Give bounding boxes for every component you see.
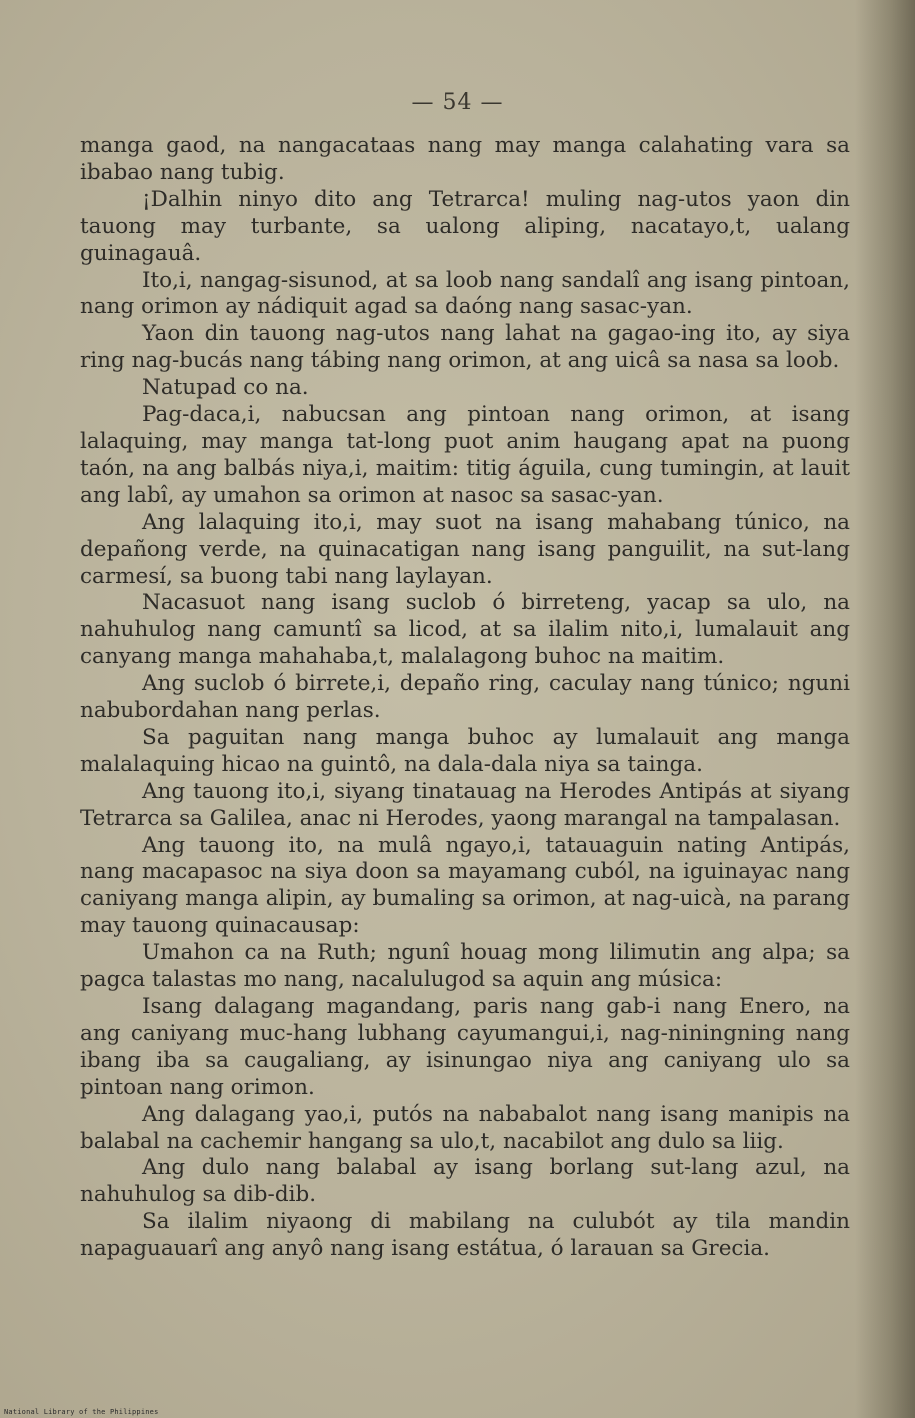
paragraph: Ang dulo nang balabal ay isang borlang sut-lang azul, na nahuhulog sa dib-dib. — [80, 1155, 850, 1208]
spine-shadow — [855, 0, 915, 1418]
paragraph: Ang tauong ito, na mulâ ngayo,i, tatauaguin nating Antipás, nang macapasoc na siya doon sa mayamang cuból, na iguinayac nang caniyang manga alipin, ay bumaling sa orimon, at nag-uicà, na parang may tauong quinacausap: — [80, 832, 850, 939]
paragraph: Ang suclob ó birrete,i, depaño ring, caculay nang túnico; nguni nabubordahan nang perlas. — [80, 671, 850, 724]
paragraph: ¡Dalhin ninyo dito ang Tetrarca! muling nag-utos yaon din tauong may turbante, sa ualong aliping, nacatayo,t, ualang guinagauâ. — [80, 186, 850, 266]
paragraph: Natupad co na. — [142, 375, 309, 401]
paragraph: Yaon din tauong nag-utos nang lahat na gagao-ing ito, ay siya ring nag-bucás nang tábing nang orimon, at ang uicâ sa nasa sa loob. — [80, 321, 850, 374]
paragraph: Isang dalagang magandang, paris nang gab-i nang Enero, na ang caniyang muc-hang lubhang cayumangui,i, nag-niningning nang ibang iba sa caugaliang, ay isinungao niya ang caniyang ulo sa pintoan nang orimon. — [80, 994, 850, 1100]
paragraph: Ang tauong ito,i, siyang tinatauag na Herodes Antipás at siyang Tetrarca sa Galilea, anac ni Herodes, yaong marangal na tampalasan. — [80, 778, 850, 831]
library-credit: National Library of the Philippines — [4, 1408, 159, 1416]
paragraph: Sa paguitan nang manga buhoc ay lumalauit ang manga malalaquing hicao na guintô, na dala-dala niya sa tainga. — [80, 724, 850, 777]
paragraph: Ito,i, nangag-sisunod, at sa loob nang sandalî ang isang pintoan, nang orimon ay nádiquit agad sa daóng nang sasac-yan. — [80, 267, 850, 320]
page-number: — 54 — — [411, 90, 504, 115]
paragraph: Nacasuot nang isang suclob ó birreteng, yacap sa ulo, na nahuhulog nang camuntî sa licod, at sa ilalim nito,i, lumalauit ang canyang manga mahahaba,t, malalagong buhoc na maitim. — [80, 590, 850, 670]
page-body-text — [80, 133, 850, 1263]
paragraph: Ang lalaquing ito,i, may suot na isang mahabang túnico, na depañong verde, na quinacatigan nang isang panguilit, na sut-lang carmesí, sa buong tabi nang laylayan. — [80, 509, 850, 589]
paragraph: Ang dalagang yao,i, putós na nababalot nang isang manipis na balabal na cachemir hangang sa ulo,t, nacabilot ang dulo sa liig. — [80, 1101, 850, 1154]
paragraph: manga gaod, na nangacataas nang may manga calahating vara sa ibabao nang tubig. — [80, 133, 850, 185]
paragraph: Pag-daca,i, nabucsan ang pintoan nang orimon, at isang lalaquing, may manga tat-long puot anim haugang apat na puong taón, na ang balbás niya,i, maitim: titig águila, cung tumingin, at lauit ang labî, ay umahon sa orimon at nasoc sa sasac-yan. — [80, 402, 850, 508]
paragraph: Sa ilalim niyaong di mabilang na culubót ay tila mandin napaguauarî ang anyô nang isang estátua, ó larauan sa Grecia. — [80, 1209, 850, 1262]
paragraph: Umahon ca na Ruth; ngunî houag mong lilimutin ang alpa; sa pagca talastas mo nang, nacalulugod sa aquin ang música: — [80, 940, 850, 993]
